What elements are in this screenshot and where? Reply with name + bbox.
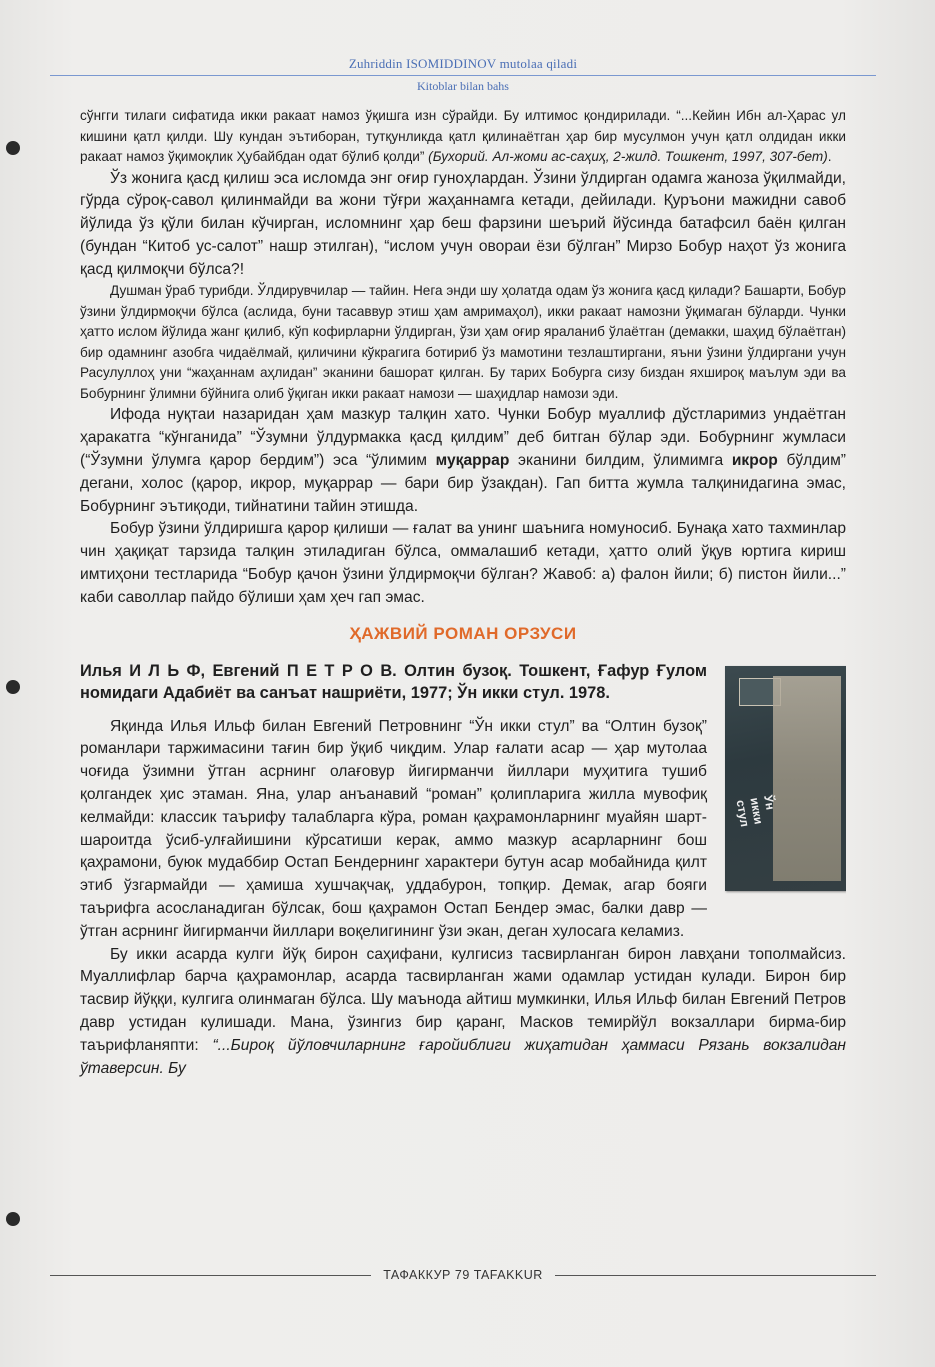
paragraph: Бу икки асарда кулги йўқ бирон саҳифани, кулгисиз тасвирланган бирон лавҳани тополмайсиз. Муаллифлар барча қаҳрамонлар, асарда тасвирланган жами одамлар устидан кулади. Бирон бир тасвир йўққи, кулгига олинмаган бўлса. Шу маънода айтиш мумкинки, Илья Ильф билан Евгений Петров давр устидан кулишади. Мана, ўзингиз бир қаранг, Масков темирйўл вокзаллари бирма-бир таърифланяпти: “...Бироқ йўловчиларнинг ғаройиблиги жиҳатидан ҳаммаси Рязань вокзалидан ўтаверсин. Бу [80,945,847,1077]
article-body [80,106,846,1080]
paragraph-quote: сўнгги тилаги сифатида икки ракаат намоз ўқишга изн сўрайди. Бу илтимос қондирилади. “...Кейин Ибн ал-Ҳарас ул кишини қатл қилди. Шу кундан эътиборан, тутқунликда қатл қилинаётган ҳар бир мусулмон учун қатл олдидан икки ракаат намоз ўқимоқлик Ҳубайбдан одат бўлиб қолди” (Бухорий. Ал-жоми ас-саҳиҳ, 2-жилд. Тошкент, 1997, 307-бет). [80,108,846,164]
paragraph-small: Душман ўраб турибди. Ўлдирувчилар — тайин. Нега энди шу ҳолатда одам ўз жонига қасд қилади? Башарти, Бобур ўзини ўлдирмоқчи бўлса (аслида, буни тасаввур этиш ҳам амримаҳол), икки ракаат намозни ўқимаган бўларди. Чунки ҳатто ислом йўлида жанг қилиб, кўп кофирларни ўлдирган, ўзи ҳам оғир яраланиб ўлаётган (демакки, шаҳид бўлаётган) бир одамнинг азобга чидаёлмай, қиличини кўкрагига ботириб ўз мамотини тезлаштиргани, яъни ўзини ўлдиргани учун Расулуллоҳ уни “жаҳаннам аҳлидан” эканини башорат қилган. Бу тарих Бобурга сизу биздан яхшироқ маълум эди ва Бобурнинг ўлимни бўйнига олиб ўқиган икки ракаат намози — шаҳидлар намози эди. [80,283,846,401]
footer-rule [50,1275,371,1276]
paragraph: Яқинда Илья Ильф билан Евгений Петровнинг “Ўн икки стул” ва “Олтин бузоқ” романлари таржимасини тағин бир ўқиб чиқдим. Улар ғалати асар — ҳар мутолаа чоғида ўзимни ўтган асрнинг олағовур йигирманчи йиллари муҳитига тушиб қолгандек ҳис этаман. Яна, улар анъанавий “роман” қолипларига жилла мувофиқ келмайди: классик таърифу талабларга кўра, роман қаҳрамонларнинг муайян шарт-шароитда ўсиб-улғайишини кўрсатиши керак, аммо мазкур асарларнинг бош қаҳрамони, буюк мудаббир Остап Бендернинг характери бутун асар мобайнида қилт этиб ўзгармайди — ҳамиша хушчақчақ, уддабурон, топқир. Демак, агар бояги таърифга асосланадиган бўлсак, бош қаҳрамон Остап Бендер эмас, балки давр — ўтган асрнинг йигирманчи йиллари воқелигининг ўзи экан, деган хулосага келамиз. [80,717,707,940]
running-header [50,56,876,94]
page-footer [50,1268,876,1282]
quotation: “...Бироқ йўловчиларнинг ғаройиблиги жиҳатидан ҳаммаси Рязань вокзалидан ўтаверсин. Бу [80,1036,847,1077]
header-section: Kitoblar bilan bahs [417,79,509,93]
book-review [80,660,846,944]
section-title: ҲАЖВИЙ РОМАН ОРЗУСИ [349,623,577,643]
header-author: Zuhriddin ISOMIDDINOV mutolaa qiladi [348,56,578,71]
paragraph: Ифода нуқтаи назаридан ҳам мазкур талқин хато. Чунки Бобур муаллиф дўстларимиз ундаётган ҳаракатга “кўнганида” “Ўзумни ўлдурмакка қасд қилдим” деб битган бўлар эди. Бобурнинг жумласи (“Ўзумни ўлумга қарор бердим”) эса “ўлимим муқаррар эканини билдим, ўлимимга икрор бўлдим” дегани, холос (қарор, икрор, муқаррар — бари бир ўзакдан). Гап битта жумла талқинидагина эмас, Бобурнинг эътиқоди, тийнатини тайин этишда. [80,406,846,515]
citation: (Бухорий. Ал-жоми ас-саҳиҳ, 2-жилд. Тошкент, 1997, 307-бет) [428,149,828,164]
footer-journal: ТАФАККУР [383,1268,451,1282]
book-cover-image [725,666,846,891]
header-rule [50,75,876,76]
paragraph: Бобур ўзини ўлдиришга қарор қилиши — ғалат ва унинг шаънига номуносиб. Бунақа хато тахминлар чин ҳақиқат тарзида талқин этиладиган бўлса, оммалашиб кетади, ҳатто олий ўқув юртига кириш имтиҳони тестларида “Бобур қачон ўзини ўлдирмоқчи бўлган? Жавоб: а) фалон йили; б) пистон йили...” каби саволлар пайдо бўлиши ҳам ҳеч гап эмас. [80,520,846,606]
footer-journal-latin: TAFAKKUR [473,1268,543,1282]
bold-term: икрор [731,452,778,470]
paragraph: Ўз жонига қасд қилиш эса исломда энг оғир гуноҳлардан. Ўзини ўлдирган одамга жаноза ўқилмайди, гўрда сўроқ-савол қилинмайди ва жони тўғри жаҳаннамга кетади, дейилади. Қуръони мажидни савоб йўлида ўз қўли билан кўчирган, исломнинг ҳар беш фарзини шеърий йўсинда батафсил баён қилган (бундан “Китоб ус-салот” нашр этилган), “ислом учун овораи ёзи бўлган” Мирзо Бобур наҳот ўз жонига қасд қилмоқчи бўлса?! [80,169,846,278]
bold-term: муқаррар [435,452,510,470]
punch-hole-icon [6,141,20,155]
page-number: 79 [454,1268,470,1282]
cover-title: Ўн икки стул [733,793,778,828]
punch-hole-icon [6,1212,20,1226]
cover-illustration [773,676,841,881]
book-reference: Илья И Л Ь Ф, Евгений П Е Т Р О В. Олтин бузоқ. Тошкент, Ғафур Ғулом номидаги Адабиёт ва санъат нашриёти, 1977; Ўн икки стул. 1978. [80,661,707,702]
footer-text [371,1268,555,1282]
punch-hole-icon [6,680,20,694]
footer-rule [555,1275,876,1276]
